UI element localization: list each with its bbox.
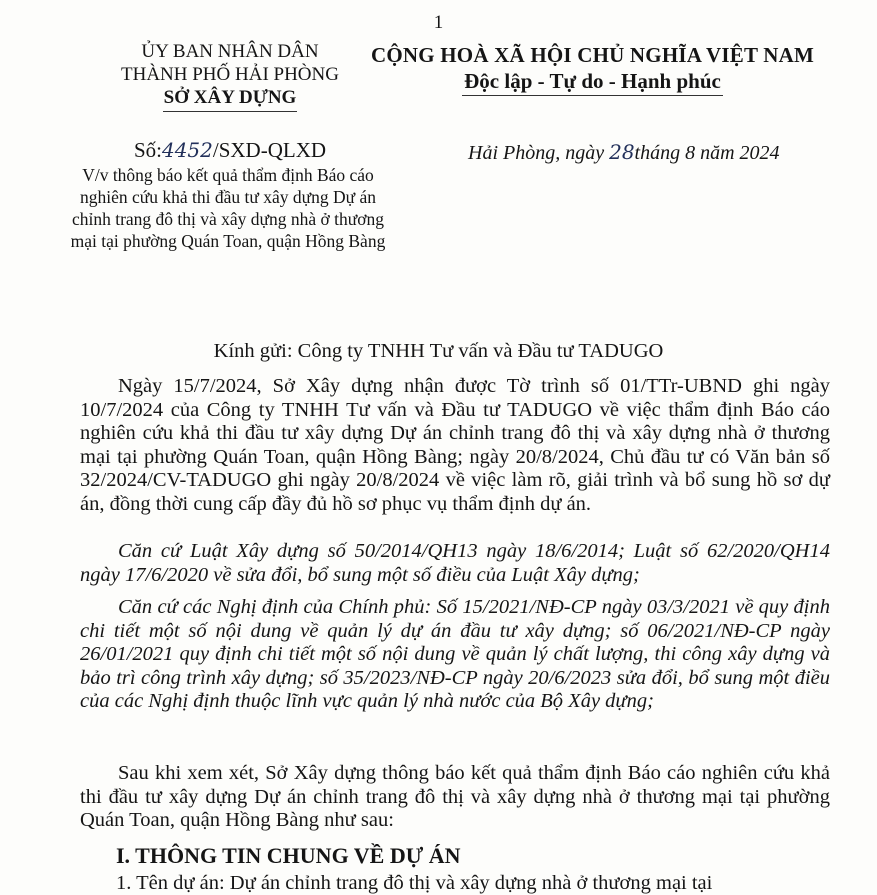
issuer-line-3: SỞ XÂY DỰNG (163, 87, 297, 108)
doc-number-handwritten: 4452 (161, 138, 213, 162)
date-prefix: Hải Phòng, ngày (468, 142, 610, 164)
paragraph-4-text: Sau khi xem xét, Sở Xây dựng thông báo kết quả thẩm định Báo cáo nghiên cứu khả thi đầu tư xây dựng Dự án chỉnh trang đô thị và xây dựng nhà ở thương mại tại phường Quán Toan, quận Hồng Bàng như sau: (80, 762, 830, 831)
issue-date (468, 140, 848, 165)
doc-number-prefix: Số: (133, 138, 162, 162)
issuer-underline (163, 111, 297, 112)
paragraph-1-text: Ngày 15/7/2024, Sở Xây dựng nhận được Tờ trình số 01/TTr-UBND ghi ngày 10/7/2024 của Công ty TNHH Tư vấn và Đầu tư TADUGO về việc thẩm định Báo cáo nghiên cứu khả thi đầu tư xây dựng Dự án chỉnh trang đô thị và xây dựng nhà ở thương mại tại phường Quán Toan, quận Hồng Bàng; ngày 20/8/2024, Chủ đầu tư có Văn bản số 32/2024/CV-TADUGO ghi ngày 20/8/2024 về việc làm rõ, giải trình và bổ sung hồ sơ dự án, đồng thời cung cấp đầy đủ hồ sơ phục vụ thẩm định dự án. (80, 375, 830, 515)
paragraph-2 (80, 540, 830, 587)
issuer-block (80, 40, 380, 112)
national-title: CỘNG HOÀ XÃ HỘI CHỦ NGHĨA VIỆT NAM (371, 43, 814, 67)
date-suffix: tháng 8 năm 2024 (634, 142, 780, 164)
paragraph-3 (80, 596, 830, 714)
national-motto: Độc lập - Tự do - Hạnh phúc (462, 68, 723, 96)
paragraph-2-text: Căn cứ Luật Xây dựng số 50/2014/QH13 ngày 18/6/2014; Luật số 62/2020/QH14 ngày 17/6/2020 về sửa đổi, bổ sung một số điều của Luật Xây dựng; (80, 540, 830, 586)
paragraph-4 (80, 762, 830, 833)
page-number: 1 (433, 12, 444, 33)
national-header (360, 42, 825, 96)
paragraph-1 (80, 375, 830, 516)
doc-number-suffix: /SXD-QLXD (212, 138, 327, 162)
issuer-line-2: THÀNH PHỐ HẢI PHÒNG (121, 64, 339, 85)
recipient-line: Kính gửi: Công ty TNHH Tư vấn và Đầu tư TADUGO (213, 340, 664, 362)
item-1-project-name: 1. Tên dự án: Dự án chỉnh trang đô thị và xây dựng nhà ở thương mại tại (116, 872, 713, 894)
subject-line: V/v thông báo kết quả thẩm định Báo cáo nghiên cứu khả thi đầu tư xây dựng Dự án chỉnh trang đô thị và xây dựng nhà ở thương mại tại phường Quán Toan, quận Hồng Bàng (70, 165, 386, 251)
issuer-line-1: ỦY BAN NHÂN DÂN (141, 41, 319, 62)
section-title: I. THÔNG TIN CHUNG VỀ DỰ ÁN (116, 843, 461, 868)
date-day-handwritten: 28 (609, 140, 635, 164)
paragraph-3-text: Căn cứ các Nghị định của Chính phủ: Số 15/2021/NĐ-CP ngày 03/3/2021 về quy định chi tiết một số nội dung về quản lý dự án đầu tư xây dựng; số 06/2021/NĐ-CP ngày 26/01/2021 quy định chi tiết một số nội dung về quản lý chất lượng, thi công xây dựng và bảo trì công trình xây dựng; số 35/2023/NĐ-CP ngày 20/6/2023 sửa đổi, bổ sung một điều của các Nghị định thuộc lĩnh vực quản lý nhà nước của Bộ Xây dựng; (80, 596, 830, 712)
document-number (80, 138, 380, 163)
